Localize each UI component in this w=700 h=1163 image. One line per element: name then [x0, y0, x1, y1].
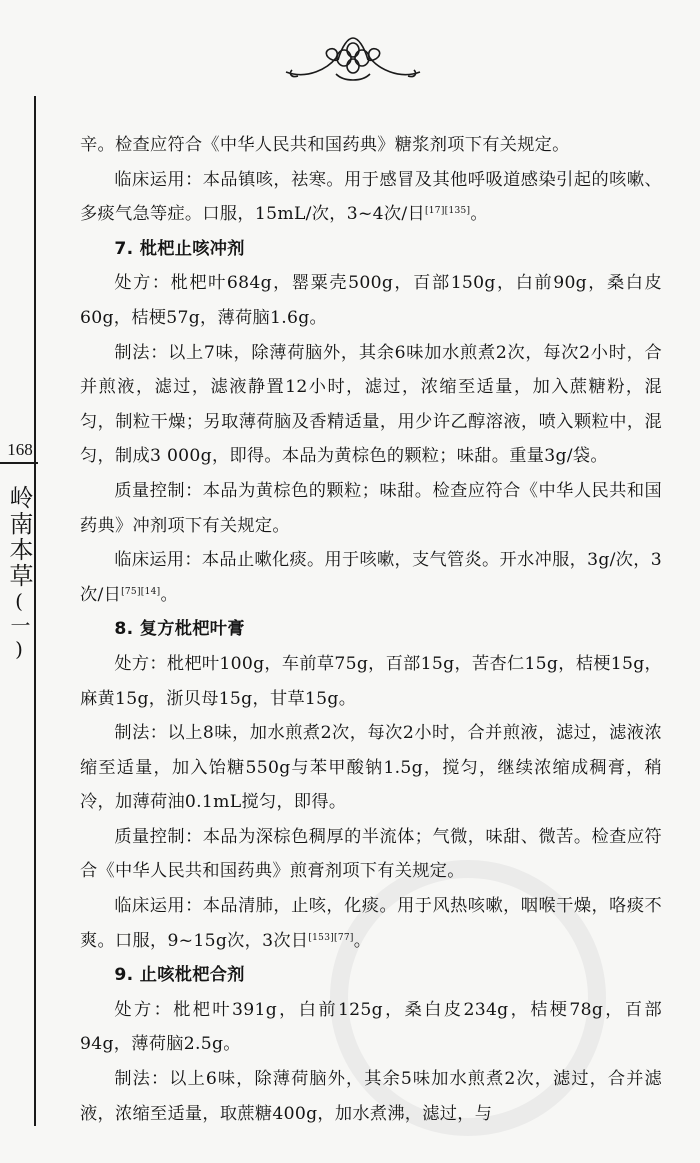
body-paragraph: [80, 163, 662, 232]
body-paragraph: [80, 474, 662, 543]
book-title-vertical: [4, 485, 34, 663]
paragraph-text: 临床运用：本品止嗽化痰。用于咳嗽，支气管炎。开水冲服，3g/次，3次/日: [80, 550, 662, 605]
paragraph-text: 制法：以上7味，除薄荷脑外，其余6味加水煎煮2次，每次2小时，合并煎液，滤过，滤液静置12小时，滤过，浓缩至适量，加入蔗糖粉，混匀，制粒干燥；另取薄荷脑及香精适量，用少许乙醇溶液，喷入颗粒中，混匀，制成3 000g，即得。本品为黄棕色的颗粒；味甜。重量3g/袋。: [80, 342, 662, 467]
paragraph-text: 9. 止咳枇杷合剂: [114, 965, 245, 986]
section-heading: [80, 232, 662, 267]
citation-superscript: [75][14]: [121, 586, 161, 597]
paragraph-text: 制法：以上6味，除薄荷脑外，其余5味加水煎煮2次，滤过，合并滤液，浓缩至适量，取蔗糖400g，加水煮沸，滤过，与: [80, 1069, 662, 1124]
body-paragraph: [80, 716, 662, 820]
paragraph-tail: 。: [470, 204, 488, 225]
body-paragraph: [80, 266, 662, 335]
paragraph-text: 8. 复方枇杷叶膏: [114, 619, 245, 640]
paragraph-tail: 。: [353, 930, 372, 951]
paragraph-text: 处方：枇杷叶391g，白前125g，桑白皮234g，桔梗78g，百部94g，薄荷脑2.5g。: [80, 999, 662, 1055]
paragraph-text: 处方：枇杷叶684g，罂粟壳500g，百部150g，白前90g，桑白皮60g，桔梗57g，薄荷脑1.6g。: [80, 273, 662, 328]
body-paragraph: [80, 128, 662, 163]
body-paragraph: [80, 820, 662, 889]
body-paragraph: [80, 336, 662, 474]
header-ornament: [278, 28, 428, 90]
paragraph-text: 临床运用：本品清肺，止咳，化痰。用于风热咳嗽，咽喉干燥，咯痰不爽。口服，9~15g次，3次日: [80, 896, 662, 951]
paragraph-text: 质量控制：本品为深棕色稠厚的半流体；气微，味甜、微苦。检查应符合《中华人民共和国药典》煎膏剂项下有关规定。: [80, 826, 662, 882]
paragraph-tail: 。: [160, 584, 178, 605]
paragraph-text: 临床运用：本品镇咳，祛寒。用于感冒及其他呼吸道感染引起的咳嗽、多痰气急等症。口服，15mL/次，3~4次/日: [80, 169, 662, 225]
body-paragraph: [80, 543, 662, 612]
book-title-main: 岭南本草: [5, 485, 33, 589]
section-heading: [80, 612, 662, 647]
citation-superscript: [153][77]: [308, 932, 354, 943]
page-number-rule: [0, 462, 38, 464]
paragraph-text: 制法：以上8味，加水煎煮2次，每次2小时，合并煎液，滤过，滤液浓缩至适量，加入饴糖550g与苯甲酸钠1.5g，搅匀，继续浓缩成稠膏，稍冷，加薄荷油0.1mL搅匀，即得。: [80, 723, 662, 813]
body-paragraph: [80, 1062, 662, 1131]
body-paragraph: [80, 889, 662, 958]
paragraph-text: 质量控制：本品为黄棕色的颗粒；味甜。检查应符合《中华人民共和国药典》冲剂项下有关规定。: [80, 480, 662, 536]
left-margin-rule: [34, 96, 36, 1126]
body-paragraph: [80, 647, 662, 716]
paragraph-text: 7. 枇杷止咳冲剂: [114, 238, 245, 259]
paragraph-text: 辛。检查应符合《中华人民共和国药典》糖浆剂项下有关规定。: [80, 135, 570, 155]
book-title-volume: (一): [7, 589, 31, 663]
citation-superscript: [17][135]: [424, 206, 471, 217]
page-number: 168: [7, 440, 33, 459]
paragraph-text: 处方：枇杷叶100g，车前草75g，百部15g，苦杏仁15g，桔梗15g，麻黄15g，浙贝母15g，甘草15g。: [80, 653, 662, 709]
body-paragraph: [80, 993, 662, 1062]
page-body: [80, 128, 662, 1131]
section-heading: [80, 958, 662, 993]
